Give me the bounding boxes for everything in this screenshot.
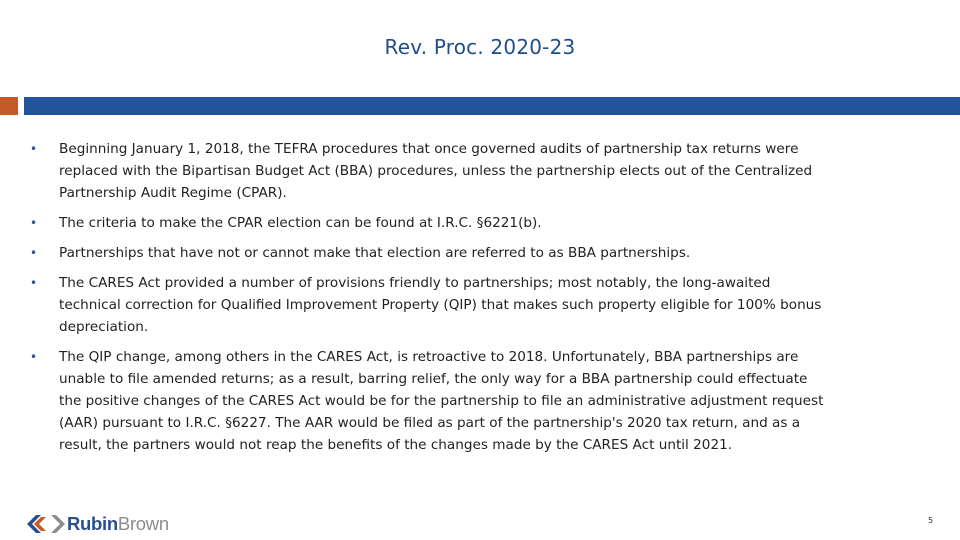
logo-word-brown: Brown (117, 513, 169, 534)
bullet-item (28, 212, 828, 234)
bullet-list (28, 138, 828, 464)
bullet-text: Beginning January 1, 2018, the TEFRA procedures that once governed audits of partnership tax returns were replaced with the Bipartisan Budget Act (BBA) procedures, unless the partnership elects out of the Centralized Partnership Audit Regime (CPAR). (59, 141, 813, 201)
bullet-item (28, 242, 828, 264)
header-accent-bar (24, 97, 960, 115)
bullet-dot-icon: • (30, 142, 38, 156)
bullet-item (28, 346, 828, 456)
bullet-text: The QIP change, among others in the CARES Act, is retroactive to 2018. Unfortunately, BBA partnerships are unable to file amended returns; as a result, barring relief, the only way for a BBA partnership could effectuate the positive changes of the CARES Act would be for the partnership to file an administrative adjustment request (AAR) pursuant to I.R.C. §6227. The AAR would be filed as part of the partnership's 2020 tax return, and as a result, the partners would not reap the benefits of the changes made by the CARES Act until 2021. (59, 349, 824, 453)
logo-wordmark (67, 513, 169, 535)
bullet-text: The CARES Act provided a number of provisions friendly to partnerships; most notably, the long-awaited technical correction for Qualified Improvement Property (QIP) that makes such property eligible for 100% bonus depreciation. (59, 275, 822, 335)
bullet-dot-icon: • (30, 216, 38, 230)
company-logo (27, 512, 169, 536)
bullet-dot-icon: • (30, 276, 38, 290)
rubinbrown-arrows-logo-icon (27, 513, 65, 535)
bullet-item (28, 272, 828, 338)
page-number: 5 (928, 516, 934, 525)
accent-square (0, 97, 18, 115)
bullet-item (28, 138, 828, 204)
slide-title: Rev. Proc. 2020-23 (384, 35, 576, 59)
bullet-text: Partnerships that have not or cannot make that election are referred to as BBA partnerships. (59, 245, 691, 261)
bullet-dot-icon: • (30, 246, 38, 260)
bullet-text: The criteria to make the CPAR election can be found at I.R.C. §6221(b). (59, 215, 542, 231)
logo-word-rubin: Rubin (67, 513, 118, 534)
bullet-dot-icon: • (30, 350, 38, 364)
